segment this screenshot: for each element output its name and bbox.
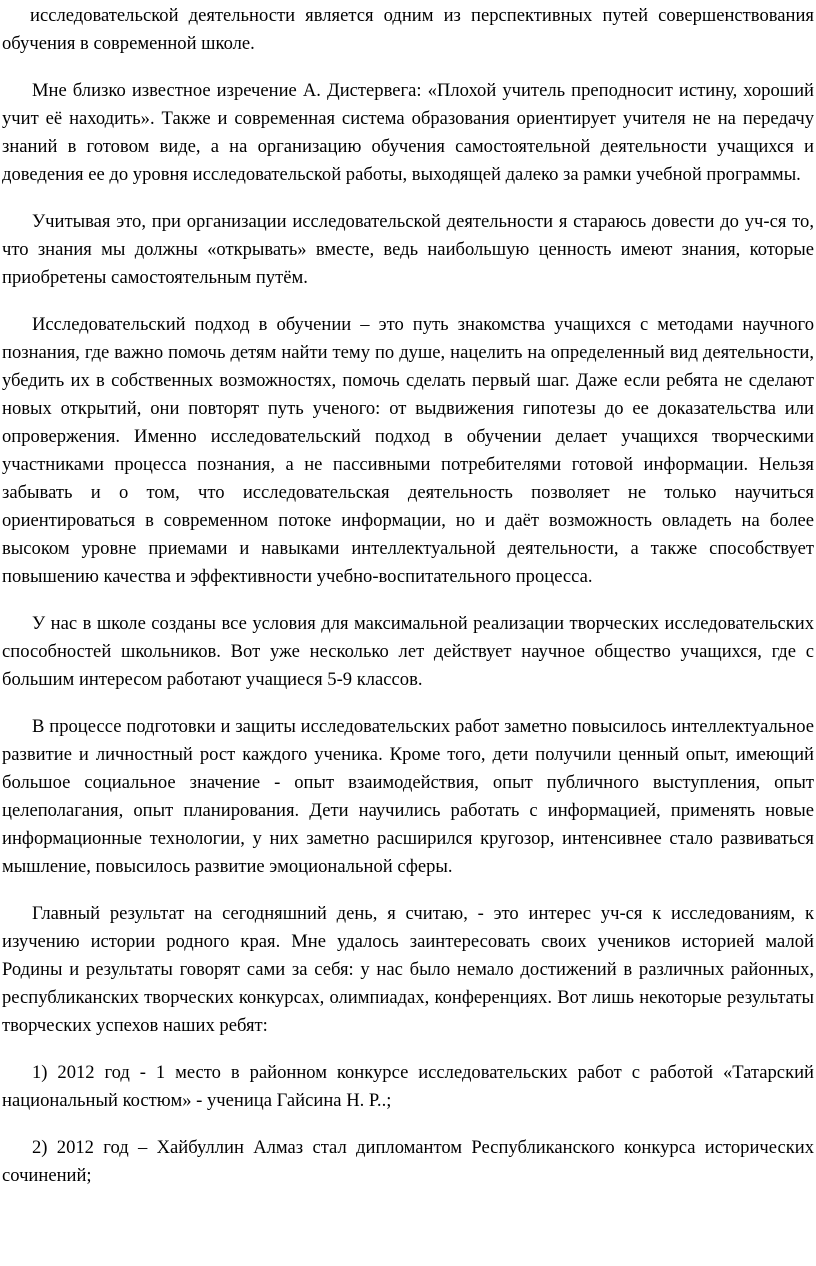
paragraph-discovering-knowledge: Учитывая это, при организации исследовательской деятельности я стараюсь довести до уч-ся то, что знания мы должны «открывать» вместе, ведь наибольшую ценность имеют знания, которые приобретены самостоятельным путём.	[2, 211, 814, 288]
list-item-achievement-1: 1) 2012 год - 1 место в районном конкурсе исследовательских работ с работой «Татарский национальный костюм» - ученица Гайсина Н. Р..;	[2, 1062, 814, 1111]
paragraph-intro-continuation: исследовательской деятельности является одним из перспективных путей совершенствования обучения в современной школе.	[2, 5, 814, 54]
paragraph-school-conditions: У нас в школе созданы все условия для максимальной реализации творческих исследовательских способностей школьников. Вот уже несколько лет действует научное общество учащихся, где с большим интересом работают учащиеся 5-9 классов.	[2, 613, 814, 690]
paragraph-disterweg-quote: Мне близко известное изречение А. Дистервега: «Плохой учитель преподносит истину, хороший учит её находить». Также и современная система образования ориентирует учителя не на передачу знаний в готовом виде, а на организацию обучения самостоятельной деятельности учащихся и доведения ее до уровня исследовательской работы, выходящей далеко за рамки учебной программы.	[2, 80, 814, 185]
list-item-achievement-2: 2) 2012 год – Хайбуллин Алмаз стал дипломантом Республиканского конкурса исторических сочинений;	[2, 1137, 814, 1186]
paragraph-main-result: Главный результат на сегодняшний день, я считаю, - это интерес уч-ся к исследованиям, к изучению истории родного края. Мне удалось заинтересовать своих учеников историей малой Родины и результаты говорят сами за себя: у нас было немало достижений в различных районных, республиканских творческих конкурсах, олимпиадах, конференциях. Вот лишь некоторые результаты творческих успехов наших ребят:	[2, 903, 814, 1036]
paragraph-research-benefits: В процессе подготовки и защиты исследовательских работ заметно повысилось интеллектуальное развитие и личностный рост каждого ученика. Кроме того, дети получили ценный опыт, имеющий большое социальное значение - опыт взаимодействия, опыт публичного выступления, опыт целеполагания, опыт планирования. Дети научились работать с информацией, применять новые информационные технологии, у них заметно расширился кругозор, интенсивнее стало развиваться мышление, повысилось развитие эмоциональной сферы.	[2, 716, 814, 877]
paragraph-research-approach: Исследовательский подход в обучении – это путь знакомства учащихся с методами научного познания, где важно помочь детям найти тему по душе, нацелить на определенный вид деятельности, убедить их в собственных возможностях, помочь сделать первый шаг. Даже если ребята не сделают новых открытий, они повторят путь ученого: от выдвижения гипотезы до ее доказательства или опровержения. Именно исследовательский подход в обучении делает учащихся творческими участниками процесса познания, а не пассивными потребителями готовой информации. Нельзя забывать и о том, что исследовательская деятельность позволяет не только научиться ориентироваться в современном потоке информации, но и даёт возможность овладеть на более высоком уровне приемами и навыками интеллектуальной деятельности, а также способствует повышению качества и эффективности учебно-воспитательного процесса.	[2, 314, 814, 587]
